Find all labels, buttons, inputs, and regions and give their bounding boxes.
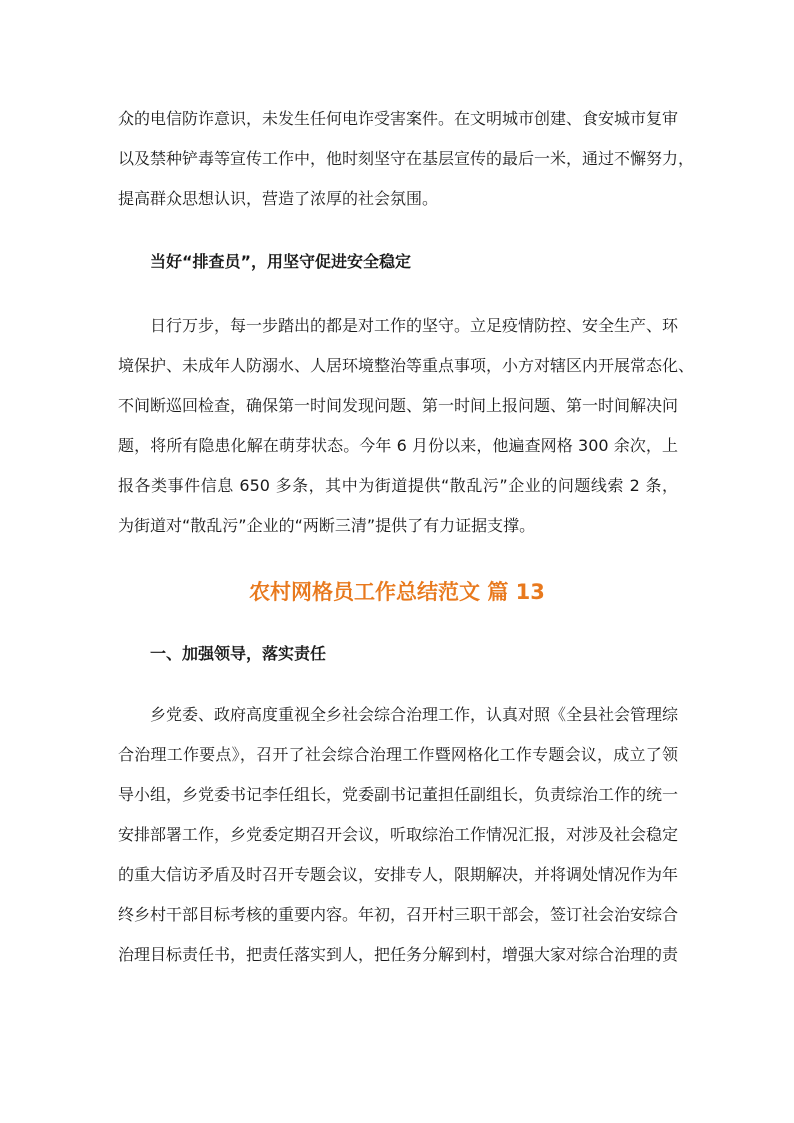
text-line: 众的电信防诈意识，未发生任何电诈受害案件。在文明城市创建、食安城市复审 <box>118 109 679 128</box>
text-line: 安排部署工作，乡党委定期召开会议，听取综治工作情况汇报，对涉及社会稳定 <box>118 825 679 844</box>
text-line: 合治理工作要点》，召开了社会综合治理工作暨网格化工作专题会议，成立了领 <box>118 745 678 764</box>
text-line: 乡党委、政府高度重视全乡社会综合治理工作，认真对照《全县社会管理综 <box>150 705 679 724</box>
text-line: 不间断巡回检查，确保第一时间发现问题、第一时间上报问题、第一时间解决问 <box>118 396 679 415</box>
paragraph-telecom-fraud <box>118 99 695 219</box>
paragraph-leadership <box>118 695 678 975</box>
text-line: 为街道对“散乱污”企业的“两断三清”提供了有力证据支撑。 <box>118 516 536 535</box>
text-line: 日行万步，每一步踏出的都是对工作的坚守。立足疫情防控、安全生产、环 <box>150 316 679 335</box>
section-title: 农村网格员工作总结范文 篇 13 <box>249 580 545 604</box>
text-line: 报各类事件信息 650 多条，其中为街道提供“散乱污”企业的问题线索 2 条， <box>118 476 678 495</box>
text-line: 治理目标责任书，把责任落实到人，把任务分解到村，增强大家对综合治理的责 <box>118 945 679 964</box>
text-line: 导小组，乡党委书记李任组长，党委副书记董担任副组长，负责综治工作的统一 <box>118 785 679 804</box>
paragraph-inspection <box>118 306 695 546</box>
text-line: 终乡村干部目标考核的重要内容。年初，召开村三职干部会，签订社会治安综合 <box>118 905 679 924</box>
text-line: 提高群众思想认识，营造了浓厚的社会氛围。 <box>118 189 439 208</box>
text-line: 以及禁种铲毒等宣传工作中，他时刻坚守在基层宣传的最后一米，通过不懈努力， <box>118 149 695 168</box>
subheading-inspector: 当好“排查员”，用坚守促进安全稳定 <box>150 252 412 271</box>
subheading-leadership: 一、加强领导，落实责任 <box>150 644 327 663</box>
text-line: 境保护、未成年人防溺水、人居环境整治等重点事项，小方对辖区内开展常态化、 <box>118 356 695 375</box>
text-line: 题，将所有隐患化解在萌芽状态。今年 6 月份以来，他遍查网格 300 余次，上 <box>118 436 678 455</box>
text-line: 的重大信访矛盾及时召开专题会议，安排专人，限期解决，并将调处情况作为年 <box>118 865 679 884</box>
